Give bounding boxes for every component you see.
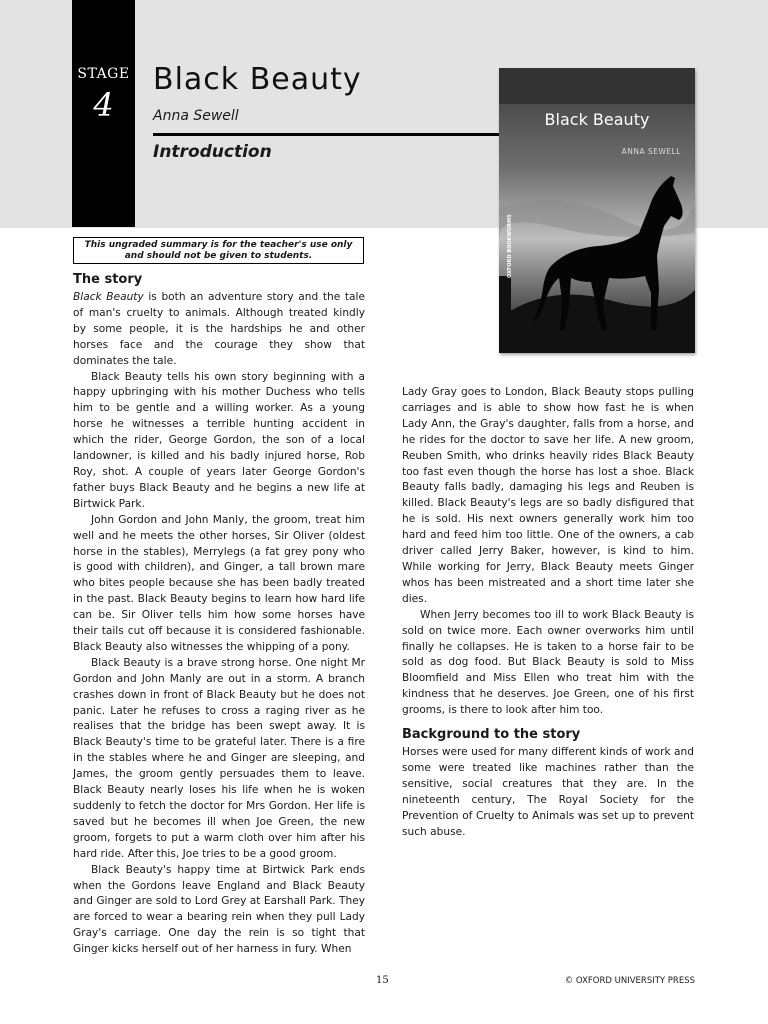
book-cover-image	[499, 68, 695, 353]
story-paragraph-7: When Jerry becomes too ill to work Black Beauty is sold on twice more. Each owner overworks him until finally he collapses. He is taken to a horse fair to be sold as dog food. But Black Beauty is sold to Miss Bloomfield and Miss Ellen who treat him with the kindness that he deserves. Joe Green, one of his first grooms, is there to look after him too.	[402, 608, 694, 717]
background-text	[402, 745, 694, 840]
story-heading: The story	[73, 272, 143, 287]
book-title-italic: Black Beauty	[73, 291, 144, 303]
background-heading: Background to the story	[402, 727, 581, 742]
copyright-notice: © OXFORD UNIVERSITY PRESS	[564, 976, 695, 986]
stage-number: 4	[93, 86, 114, 124]
story-paragraph-1-text: is both an adventure story and the tale of man's cruelty to animals. Although treated kindly by some people, it is the hardships he and other horses face and the courage they show that dominates the tale.	[73, 291, 365, 367]
story-paragraph-3: John Gordon and John Manly, the groom, treat him well and he meets the other horses, Sir Oliver (oldest horse in the stables), Merrylegs (a fat grey pony who is good with children), and Ginger, a tall brown mare who bites people because she has been badly treated in the past. Black Beauty begins to learn how hard life can be. Sir Oliver tells him how some horses have their tails cut off because it is considered fashionable. Black Beauty also witnesses the whipping of a pony.	[73, 513, 365, 653]
story-paragraph-6: Lady Gray goes to London, Black Beauty stops pulling carriages and is able to show how fast he is when Lady Ann, the Gray's daughter, falls from a horse, and he rides for the doctor to save her life. A new groom, Reuben Smith, who drinks heavily rides Black Beauty too fast even though the horse has lost a shoe. Black Beauty falls badly, damaging his legs and Reuben is killed. Black Beauty's legs are so badly disfigured that he is sold. His next owners generally work him too hard and feed him too little. One of the owners, a cab driver called Jerry Baker, however, is kind to him. While working for Jerry, Black Beauty meets Ginger whos has been mistreated and a short time later she dies.	[402, 386, 694, 605]
page-number: 15	[376, 975, 389, 986]
stage-label: STAGE	[77, 66, 130, 82]
story-paragraph-2: Black Beauty tells his own story beginning with a happy upbringing with his mother Duchess who tells him to be gentle and a willing worker. As a young horse he witnesses a terrible hunting accident in which the rider, George Gordon, the son of a local landowner, is killed and his badly injured horse, Rob Roy, shot. A couple of years later George Gordon's father buys Black Beauty and he begins a new life at Birtwick Park.	[73, 370, 365, 510]
cover-series: OXFORD BOOKWORMS	[507, 214, 513, 278]
background-paragraph: Horses were used for many different kinds of work and some were treated like machines rather than the sensitive, social creatures that they are. In the nineteenth century, The Royal Society for the Prevention of Cruelty to Animals was set up to prevent such abuse.	[402, 746, 694, 838]
author-name: Anna Sewell	[153, 108, 239, 124]
notice-line-1: This ungraded summary is for the teacher's use only	[84, 240, 353, 250]
stage-bar	[72, 0, 135, 227]
story-column-right	[402, 385, 694, 719]
notice-line-2: and should not be given to students.	[124, 251, 313, 261]
teacher-notice	[73, 237, 364, 264]
story-paragraph-5: Black Beauty's happy time at Birtwick Park ends when the Gordons leave England and Black Beauty and Ginger are sold to Lord Grey at Earshall Park. They are forced to wear a bearing rein when they pull Lady Gray's carriage. One day the rein is so tight that Ginger kicks herself out of her harness in fury. When	[73, 863, 365, 956]
page-title: Black Beauty	[153, 62, 362, 97]
story-paragraph-1	[73, 290, 365, 370]
cover-author: ANNA SEWELL	[621, 147, 681, 156]
story-paragraph-4: Black Beauty is a brave strong horse. One night Mr Gordon and John Manly are out in a storm. A branch crashes down in front of Black Beauty but he does not panic. Later he refuses to cross a raging river as he realises that the bridge has been swept away. It is Black Beauty's time to be grateful later. There is a fire in the stables where he and Ginger are sleeping, and James, the groom gently persuades them to leave. Black Beauty nearly loses his life when he is woken suddenly to fetch the doctor for Mrs Gordon. Her life is saved but he becomes ill when Joe Green, the new groom, forgets to put a warm cloth over him after his hard ride. After this, Joe tries to be a good groom.	[73, 656, 365, 860]
story-column-left	[73, 290, 365, 958]
title-rule	[153, 133, 499, 136]
section-title: Introduction	[153, 142, 272, 162]
cover-title: Black Beauty	[544, 110, 650, 129]
